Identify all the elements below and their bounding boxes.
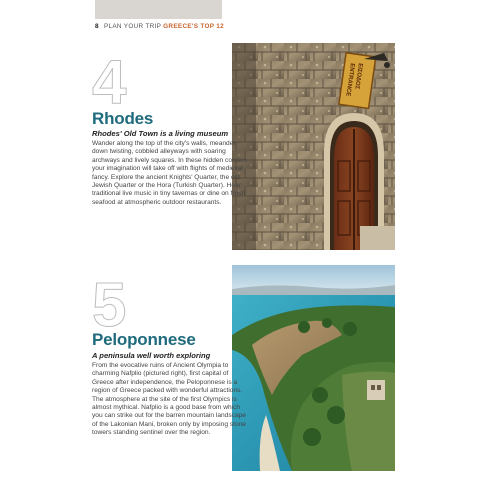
entry-subtitle: A peninsula well worth exploring xyxy=(92,351,211,360)
entry-body: From the evocative ruins of Ancient Olympia to charming Nafplio (pictured right), first capital of Greece after independence, the Peloponnese is a region of Greece packed with wonderful attractions. The atmosphere at the site of the first Olympics is almost mythical. Nafplio is a good base from which you can strike out for the barren mountain landscape of the Lakonian Mani, broken only by imposing stone towers standing sentinel over the region. xyxy=(92,362,246,437)
entry-title: Peloponnese xyxy=(92,330,196,349)
rhodes-photo xyxy=(232,43,395,250)
page-number: 8 xyxy=(95,23,99,30)
chapter-name: GREECE'S TOP 12 xyxy=(163,23,224,30)
entry-body: Wander along the top of the city's walls, meander down twisting, cobbled alleyways with soaring archways and lively squares. In these hidden corners your imagination will take off with flights of medieval fancy. Explore the ancient Knights' Quarter, the old Jewish Quarter or the Hora (Turkish Quarter). Hear traditional live music in tiny tavernas or dine on fresh seafood at atmospheric outdoor restaurants. xyxy=(92,140,248,206)
section-name: PLAN YOUR TRIP xyxy=(103,23,162,30)
peloponnese-photo xyxy=(232,265,395,471)
running-head xyxy=(95,23,224,30)
entry-number: 5 xyxy=(92,271,127,340)
entry-number: 4 xyxy=(92,48,127,117)
rhodes-sign-english: ENTRANCE xyxy=(344,62,355,97)
entry-subtitle: Rhodes' Old Town is a living museum xyxy=(92,129,229,138)
rhodes-sign-greek: ΕΙΣΟΔΟΣ xyxy=(353,62,363,90)
entry-title: Rhodes xyxy=(92,109,154,128)
header-tab xyxy=(95,0,222,19)
